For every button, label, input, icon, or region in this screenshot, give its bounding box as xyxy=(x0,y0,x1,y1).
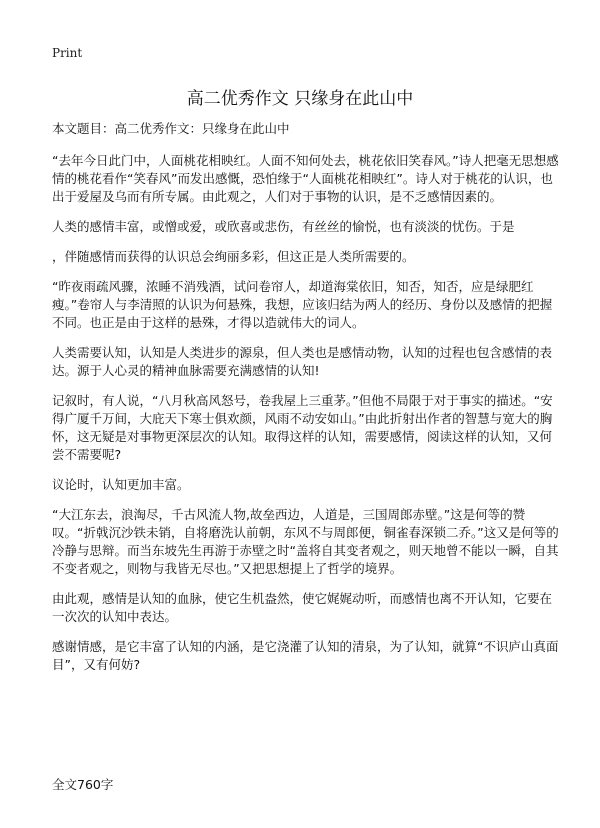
paragraph: “昨夜雨疏风骤，浓睡不消残酒，试问卷帘人，却道海棠依旧，知否，知否，应是绿肥红瘦。”卷帘人与李清照的认识为何悬殊，我想，应该归结为两人的经历、身份以及感情的把握不同。也正是由于这样的悬殊，才得以造就伟大的词人。 xyxy=(52,279,553,330)
paragraph: ，伴随感情而获得的认识总会绚丽多彩，但这正是人类所需要的。 xyxy=(52,249,415,264)
word-count: 全文760字 xyxy=(52,777,114,792)
paragraph: “大江东去，浪淘尽，千古风流人物,故垒西边，人道是，三国周郎赤壁。”这是何等的赞叹。“折戟沉沙铁未销，自将磨洗认前朝，东风不与周郎便，铜雀春深锁二乔。”这又是何等的冷静与思辩。而当东坡先生再游于赤壁之时“盖将自其变者观之，则天地曾不能以一瞬，自其不变者观之，则物与我皆无尽也。”又把思想提上了哲学的境界。 xyxy=(52,507,559,576)
paragraph: 人类的感情丰富，或憎或爱，或欣喜或悲伤，有丝丝的愉悦，也有淡淡的忧伤。于是 xyxy=(52,219,515,234)
paragraph: 人类需要认知，认知是人类进步的源泉，但人类也是感情动物，认知的过程也包含感情的表达。源于人心灵的精神血脉需要充满感情的认知! xyxy=(52,345,553,378)
paragraph: “去年今日此门中，人面桃花相映红。人面不知何处去，桃花依旧笑春风。”诗人把毫无思想感情的桃花看作“笑春风”而发出感慨，恐怕缘于“人面桃花相映红”。诗人对于桃花的认识，也出于爱屋及乌而有所专属。由此观之，人们对于事物的认识，是不乏感情因素的。 xyxy=(52,153,559,204)
paragraph: 议论时，认知更加丰富。 xyxy=(52,477,190,492)
paragraph: 记叙时，有人说，“八月秋高风怒号，卷我屋上三重茅。”但他不局限于对于事实的描述。“安得广厦千万间，大庇天下寒士俱欢颜，风雨不动安如山。”由此折射出作者的智慧与宽大的胸怀，这无疑是对事物更深层次的认知。取得这样的认知，需要感情，阅读这样的认知，又何尝不需要呢? xyxy=(52,393,553,462)
paragraph: 感谢情感，是它丰富了认知的内涵，是它浇灌了认知的清泉，为了认知，就算“不识庐山真面目”，又有何妨? xyxy=(52,639,559,672)
print-link[interactable]: Print xyxy=(52,46,83,60)
article-subtitle: 本文题目：高二优秀作文：只缘身在此山中 xyxy=(52,121,290,136)
article-body xyxy=(52,120,560,686)
page-title: 高二优秀作文 只缘身在此山中 xyxy=(186,89,414,109)
paragraph: 由此观，感情是认知的血脉，使它生机盎然，使它娓娓动听，而感情也离不开认知，它要在一次次的认知中表达。 xyxy=(52,591,553,624)
